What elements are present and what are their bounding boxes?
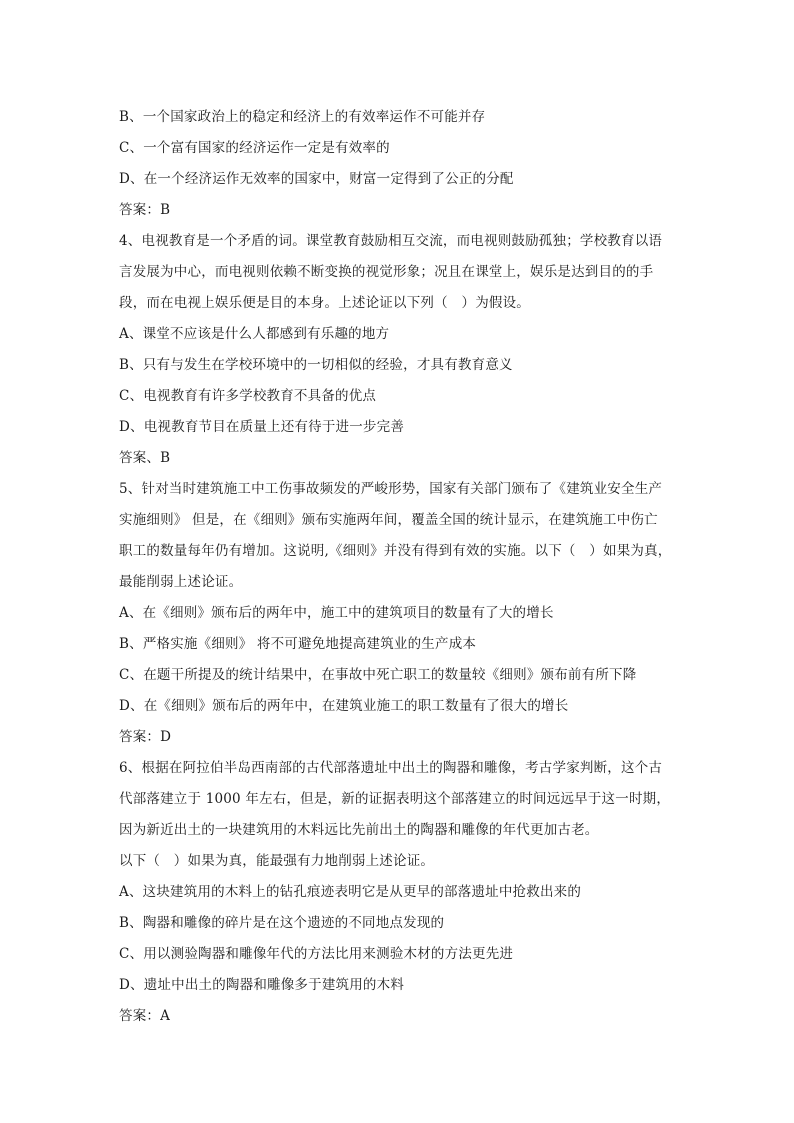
question-4-option-b: B、只有与发生在学校环境中的一切相似的经验，才具有教育意义: [119, 357, 513, 373]
option-b-line: B、一个国家政治上的稳定和经济上的有效率运作不可能并存: [119, 109, 486, 125]
question-6-line-3: 因为新近出土的一块建筑用的木料远比先前出土的陶器和雕像的年代更加古老。: [119, 822, 599, 838]
question-5-line-2: 实施细则》 但是，在《细则》颁布实施两年间，覆盖全国的统计显示，在建筑施工中伤亡: [119, 512, 658, 528]
option-d-line: D、在一个经济运作无效率的国家中，财富一定得到了公正的分配: [119, 171, 514, 187]
question-5-line-4: 最能削弱上述论证。: [119, 574, 243, 590]
question-6-line-2: 代部落建立于 1000 年左右，但是，新的证据表明这个部落建立的时间远远早于这一时期，: [119, 791, 671, 807]
question-6-option-a: A、这块建筑用的木料上的钻孔痕迹表明它是从更早的部落遗址中抢救出来的: [119, 884, 582, 900]
question-5-option-c: C、在题干所提及的统计结果中，在事故中死亡职工的数量较《细则》颁布前有所下降: [119, 667, 637, 683]
question-4-option-a: A、课堂不应该是什么人都感到有乐趣的地方: [119, 326, 390, 342]
question-5-line-1: 5、针对当时建筑施工中工伤事故频发的严峻形势，国家有关部门颁布了《建筑业安全生产: [119, 481, 663, 497]
answer-line: 答案：B: [119, 202, 171, 218]
question-4-line-2: 言发展为中心，而电视则依赖不断变换的视觉形象；况且在课堂上，娱乐是达到目的的手: [119, 264, 654, 280]
question-5-option-d: D、在《细则》颁布后的两年中，在建筑业施工的职工数量有了很大的增长: [119, 698, 569, 714]
question-5-line-3: 职工的数量每年仍有增加。这说明,《细则》并没有得到有效的实施。以下（ ）如果为真，: [119, 543, 672, 559]
question-4-option-d: D、电视教育节目在质量上还有待于进一步完善: [119, 419, 405, 435]
document-page: [119, 102, 679, 1032]
question-6-line-1: 6、根据在阿拉伯半岛西南部的古代部落遗址中出土的陶器和雕像，考古学家判断，这个古: [119, 760, 663, 776]
question-4-answer: 答案、B: [119, 450, 171, 466]
question-6-answer: 答案：A: [119, 1008, 171, 1024]
question-6-option-b: B、陶器和雕像的碎片是在这个遗迹的不同地点发现的: [119, 915, 445, 931]
question-6-line-4: 以下（ ）如果为真，能最强有力地削弱上述论证。: [119, 853, 435, 869]
question-4-option-c: C、电视教育有许多学校教育不具备的优点: [119, 388, 377, 404]
question-5-option-a: A、在《细则》颁布后的两年中，施工中的建筑项目的数量有了大的增长: [119, 605, 554, 621]
question-6-option-d: D、遗址中出土的陶器和雕像多于建筑用的木料: [119, 977, 405, 993]
question-5-answer: 答案：D: [119, 729, 172, 745]
question-6-option-c: C、用以测验陶器和雕像年代的方法比用来测验木材的方法更先进: [119, 946, 514, 962]
question-4-line-3: 段，而在电视上娱乐便是目的本身。上述论证以下列（ ）为假设。: [119, 295, 530, 311]
question-5-option-b: B、严格实施《细则》 将不可避免地提高建筑业的生产成本: [119, 636, 477, 652]
question-4-line-1: 4、电视教育是一个矛盾的词。课堂教育鼓励相互交流，而电视则鼓励孤独；学校教育以语: [119, 233, 663, 249]
option-c-line: C、一个富有国家的经济运作一定是有效率的: [119, 140, 390, 156]
